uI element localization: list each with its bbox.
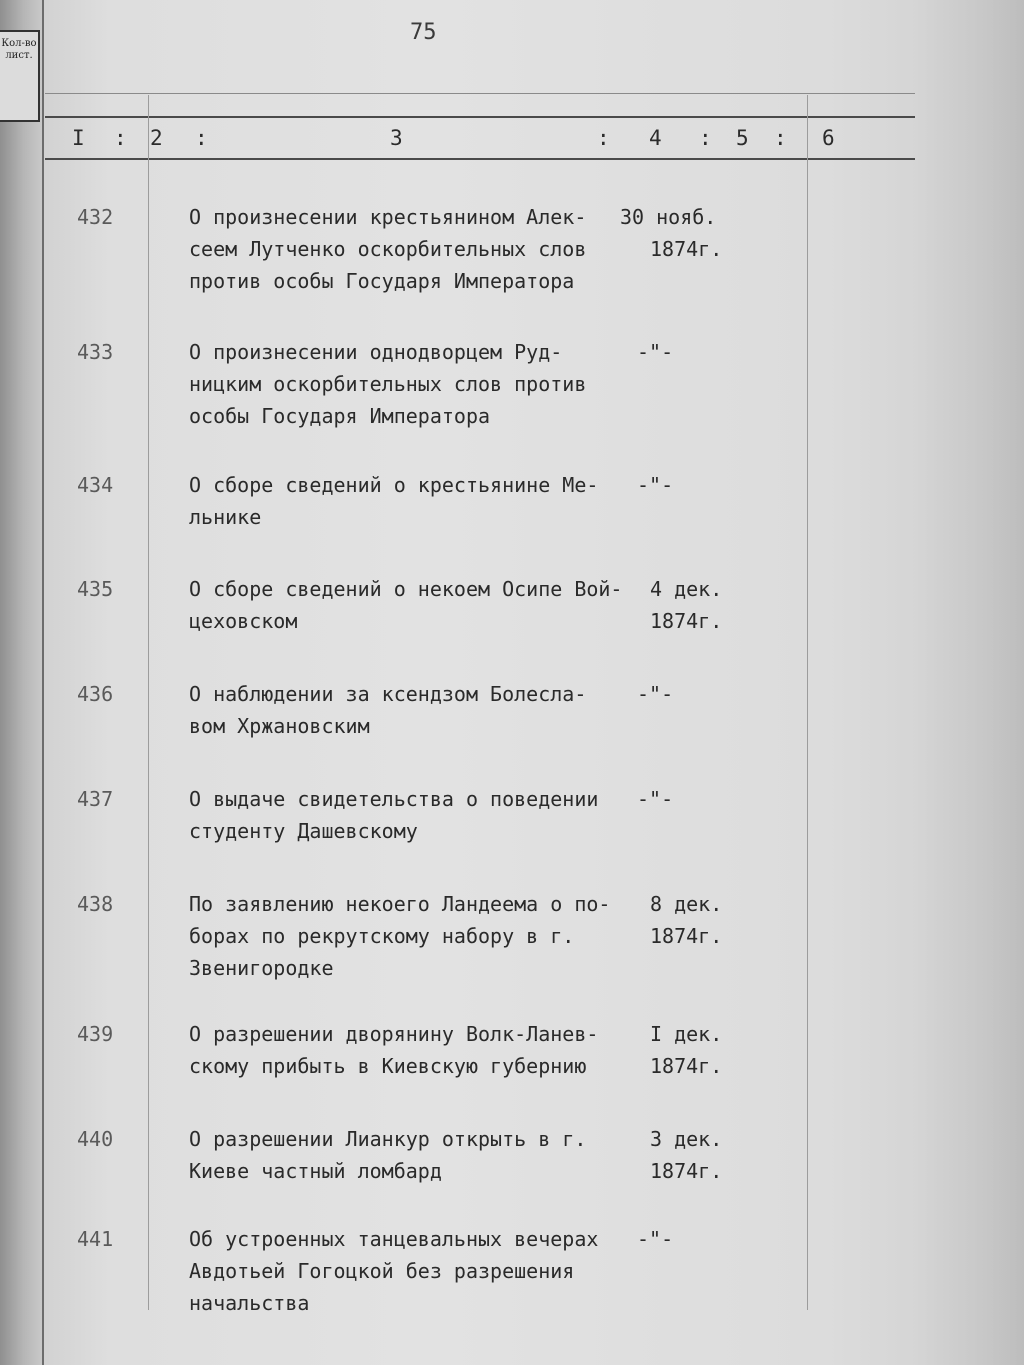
table-top-rule (45, 93, 915, 94)
column-header-col4: 4 (649, 126, 662, 150)
entry-title-line: льнике (189, 505, 262, 529)
entry-number: 434 (77, 473, 114, 497)
entry-title-line: О произнесении крестьянином Алек- (189, 205, 587, 229)
entry-title-line: скому прибыть в Киевскую губернию (189, 1054, 587, 1078)
column-separator: : (774, 126, 787, 150)
column-header-col1: I (72, 126, 85, 150)
column-divider (148, 95, 149, 1310)
entry-title-line: борах по рекрутскому набору в г. (189, 924, 575, 948)
entry-date: 1874г. (650, 924, 723, 948)
entry-date: 1874г. (650, 1159, 723, 1183)
page-number: 75 (410, 20, 437, 45)
entry-number: 435 (77, 577, 114, 601)
entry-number: 440 (77, 1127, 114, 1151)
entry-date: 4 дек. (650, 577, 723, 601)
entry-title-line: Киеве частный ломбард (189, 1159, 442, 1183)
entry-date: 1874г. (650, 1054, 723, 1078)
entry-title-line: О разрешении дворянину Волк-Ланев- (189, 1022, 599, 1046)
entry-title-line: особы Государя Императора (189, 404, 491, 428)
entry-title-line: Об устроенных танцевальных вечерах (189, 1227, 599, 1251)
entry-title-line: О наблюдении за ксендзом Болесла- (189, 682, 587, 706)
header-top-rule (45, 116, 915, 118)
entry-number: 439 (77, 1022, 114, 1046)
entry-number: 436 (77, 682, 114, 706)
entry-number: 441 (77, 1227, 114, 1251)
entry-title-line: цеховском (189, 609, 298, 633)
column-separator: : (597, 126, 610, 150)
entry-date: -"- (637, 682, 674, 706)
entry-number: 437 (77, 787, 114, 811)
entry-date: -"- (637, 340, 674, 364)
stamp-line-1: Кол-во (1, 38, 37, 49)
entry-title-line: ницким оскорбительных слов против (189, 372, 587, 396)
entry-date: 30 нояб. (620, 205, 717, 229)
entry-date: -"- (637, 787, 674, 811)
entry-date: -"- (637, 1227, 674, 1251)
column-separator: : (699, 126, 712, 150)
entry-number: 438 (77, 892, 114, 916)
column-divider (807, 95, 808, 1310)
header-bottom-rule (45, 158, 915, 160)
margin-stamp (0, 30, 40, 122)
entry-number: 433 (77, 340, 114, 364)
entry-title-line: начальства (189, 1291, 310, 1315)
entry-title-line: О произнесении однодворцем Руд- (189, 340, 563, 364)
column-separator: : (114, 126, 127, 150)
entry-title-line: Звенигородке (189, 956, 334, 980)
adjacent-page-edge (0, 0, 44, 1365)
entry-date: 1874г. (650, 609, 723, 633)
column-header-col5: 5 (736, 126, 749, 150)
entry-date: I дек. (650, 1022, 723, 1046)
entry-title-line: Авдотьей Гогоцкой без разрешения (189, 1259, 575, 1283)
entry-date: 1874г. (650, 237, 723, 261)
entry-date: 3 дек. (650, 1127, 723, 1151)
entry-title-line: вом Хржановским (189, 714, 370, 738)
entry-title-line: О сборе сведений о некоем Осипе Вой- (189, 577, 623, 601)
entry-date: -"- (637, 473, 674, 497)
column-header-col2: 2 (150, 126, 163, 150)
entry-title-line: сеем Лутченко оскорбительных слов (189, 237, 587, 261)
entry-title-line: О выдаче свидетельства о поведении (189, 787, 599, 811)
stamp-line-2: лист. (5, 50, 33, 61)
entry-title-line: О разрешении Лианкур открыть в г. (189, 1127, 587, 1151)
entry-title-line: По заявлению некоего Ландеема о по- (189, 892, 611, 916)
entry-title-line: О сборе сведений о крестьянине Ме- (189, 473, 599, 497)
page-shading (914, 0, 1024, 1365)
entry-number: 432 (77, 205, 114, 229)
entry-title-line: студенту Дашевскому (189, 819, 418, 843)
column-separator: : (195, 126, 208, 150)
entry-title-line: против особы Государя Императора (189, 269, 575, 293)
entry-date: 8 дек. (650, 892, 723, 916)
column-header-col6: 6 (822, 126, 835, 150)
column-header-col3: 3 (390, 126, 403, 150)
